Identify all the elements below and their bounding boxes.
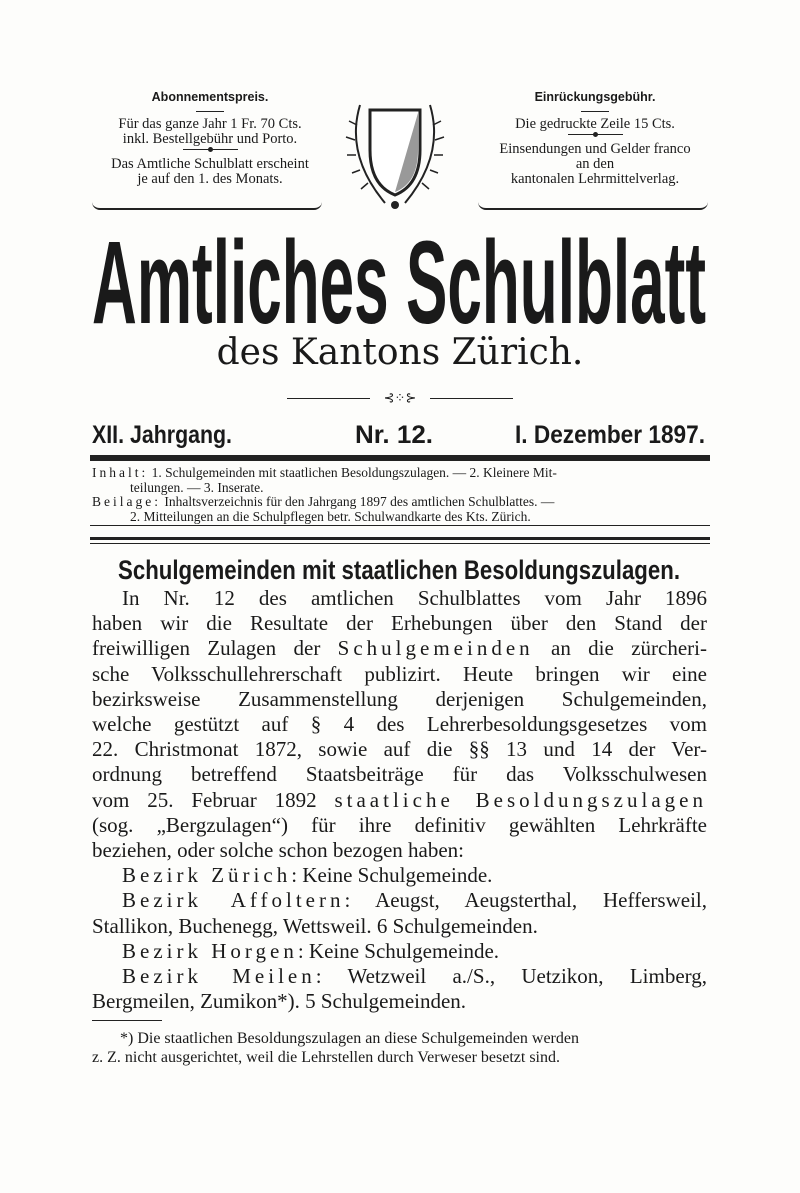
footnote-text: *) Die staatlichen Besoldungszulagen an diese Schulgemeinden werden bbox=[120, 1030, 579, 1047]
spaced-emphasis: Schulgemeinden bbox=[337, 636, 534, 661]
subscription-text: Für das ganze Jahr 1 Fr. 70 Cts. bbox=[118, 116, 302, 132]
article-line bbox=[92, 813, 707, 838]
advertising-text: an den bbox=[575, 156, 615, 172]
advertising-text: Einsendungen und Gelder franco bbox=[499, 141, 691, 157]
masthead bbox=[92, 217, 708, 349]
line-text: : Aeugst, Aeugsterthal, Heffersweil, bbox=[344, 888, 707, 913]
line-text: freiwilligen Zulagen der bbox=[92, 636, 338, 661]
article-line bbox=[92, 888, 707, 913]
article-line bbox=[92, 788, 707, 813]
article-line bbox=[92, 989, 707, 1014]
masthead-title: Amtliches Schulblatt bbox=[92, 217, 706, 349]
line-text: beziehen, oder solche schon bezogen haben: bbox=[92, 838, 465, 863]
line-text: welche gestützt auf § 4 des Lehrerbesoldungsgesetzes vom bbox=[92, 712, 707, 737]
divider bbox=[568, 134, 623, 140]
article-line bbox=[92, 687, 707, 712]
article-line bbox=[92, 762, 707, 787]
line-text: Stallikon, Buchenegg, Wettsweil. 6 Schulgemeinden. bbox=[92, 913, 538, 938]
subscription-text: Das Amtliche Schulblatt erscheint bbox=[111, 156, 309, 172]
double-rule bbox=[90, 543, 710, 544]
issue-number: Nr. 12. bbox=[355, 421, 433, 449]
ornament-icon: ⊰⁘⊱ bbox=[370, 390, 430, 406]
masthead-subtitle: des Kantons Zürich. bbox=[216, 332, 584, 373]
line-text: 22. Christmonat 1872, sowie auf die §§ 13 und 14 der Ver- bbox=[92, 737, 707, 762]
line-text: (sog. „Bergzulagen“) für ihre definitiv gewählten Lehrkräfte bbox=[92, 812, 707, 837]
supplement-label: Beilage: bbox=[92, 494, 161, 509]
double-rule bbox=[90, 537, 710, 540]
divider bbox=[183, 149, 238, 155]
article-heading-wrap bbox=[118, 553, 682, 587]
line-text: haben wir die Resultate der Erhebungen über den Stand der bbox=[92, 611, 707, 636]
supplement-text: Inhaltsverzeichnis für den Jahrgang 1897 des amtlichen Schulblattes. — bbox=[160, 494, 555, 509]
footnote-text: z. Z. nicht ausgerichtet, weil die Lehrstellen durch Verweser besetzt sind. bbox=[92, 1048, 560, 1066]
line-text: In Nr. 12 des amtlichen Schulblattes vom Jahr 1896 bbox=[122, 586, 707, 610]
footnote-rule bbox=[92, 1020, 162, 1021]
footnote bbox=[92, 1030, 707, 1067]
divider bbox=[581, 111, 609, 112]
rule bbox=[90, 525, 710, 526]
contents-text: 1. Schulgemeinden mit staatlichen Besoldungszulagen. — 2. Kleinere Mit- bbox=[148, 465, 557, 480]
article-line bbox=[92, 737, 707, 762]
article-line bbox=[92, 838, 707, 863]
article-heading: Schulgemeinden mit staatlichen Besoldungszulagen. bbox=[118, 555, 680, 585]
issue-volume: XII. Jahrgang. bbox=[92, 421, 232, 449]
spaced-emphasis: Bezirk Meilen bbox=[122, 964, 316, 989]
thick-rule bbox=[90, 455, 710, 461]
spaced-emphasis: Bezirk Zürich bbox=[122, 863, 292, 888]
article-line bbox=[92, 939, 707, 964]
line-text: : Keine Schulgemeinde. bbox=[291, 863, 493, 888]
article-line bbox=[92, 712, 707, 737]
article-line bbox=[92, 662, 707, 687]
brace-divider bbox=[478, 200, 708, 210]
article-line bbox=[92, 611, 707, 636]
article-line bbox=[92, 586, 707, 611]
advertising-fee-box bbox=[470, 90, 720, 187]
issue-line bbox=[92, 418, 708, 450]
subscription-box bbox=[85, 90, 335, 187]
line-text: sche Volksschullehrerschaft publizirt. Heute bringen wir eine bbox=[92, 661, 707, 686]
spaced-emphasis: staatliche Besoldungszulagen bbox=[334, 787, 707, 812]
issue-date: I. Dezember 1897. bbox=[515, 421, 705, 449]
line-text: : Keine Schulgemeinde. bbox=[297, 938, 500, 963]
line-text: bezirksweise Zusammenstellung derjenigen Schulgemeinden, bbox=[92, 686, 707, 711]
supplement-text: 2. Mitteilungen an die Schulpflegen betr. Schulwandkarte des Kts. Zürich. bbox=[130, 508, 531, 524]
subscription-text: inkl. Bestellgebühr und Porto. bbox=[122, 131, 298, 147]
advertising-text: Die gedruckte Zeile 15 Cts. bbox=[515, 116, 675, 132]
table-of-contents bbox=[92, 466, 710, 524]
zurich-coat-of-arms-icon bbox=[330, 95, 460, 215]
article-body bbox=[92, 586, 707, 1014]
spaced-emphasis: Bezirk Horgen bbox=[122, 938, 298, 963]
article-line bbox=[92, 914, 707, 939]
contents-label: Inhalt: bbox=[92, 465, 149, 480]
article-line bbox=[92, 964, 707, 989]
subscription-text: je auf den 1. des Monats. bbox=[137, 171, 283, 187]
line-text: ordnung betreffend Staatsbeiträge für das Volksschulwesen bbox=[92, 762, 707, 787]
article-line bbox=[92, 636, 707, 661]
line-text: vom 25. Februar 1892 bbox=[92, 787, 335, 812]
article-line bbox=[92, 863, 707, 888]
contents-text: teilungen. — 3. Inserate. bbox=[130, 479, 264, 495]
advertising-heading: Einrückungsgebühr. bbox=[534, 90, 656, 104]
advertising-text: kantonalen Lehrmittelverlag. bbox=[510, 171, 680, 187]
spaced-emphasis: Bezirk Affoltern bbox=[122, 888, 345, 913]
divider bbox=[196, 111, 224, 112]
line-text: an die zürcheri- bbox=[533, 636, 707, 661]
subscription-heading: Abonnementspreis. bbox=[151, 90, 269, 104]
line-text: Bergmeilen, Zumikon*). 5 Schulgemeinden. bbox=[92, 989, 467, 1014]
line-text: : Wetzweil a./S., Uetzikon, Limberg, bbox=[315, 964, 708, 989]
brace-divider bbox=[92, 200, 322, 210]
